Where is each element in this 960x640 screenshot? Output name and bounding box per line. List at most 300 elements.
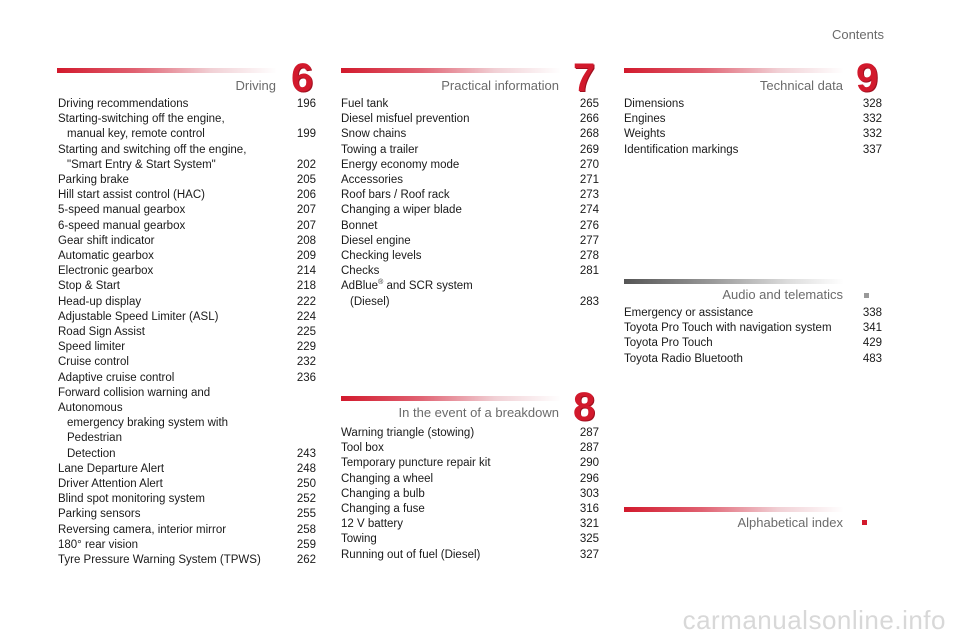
toc-page-number: 255 bbox=[296, 508, 316, 521]
toc-entry-line bbox=[624, 144, 738, 156]
toc-entry-text: Bonnet bbox=[341, 219, 378, 232]
toc-page-number: 270 bbox=[579, 158, 599, 171]
toc-entry-title bbox=[58, 295, 316, 310]
toc-entry[interactable] bbox=[624, 97, 882, 112]
toc-entry[interactable] bbox=[341, 173, 599, 188]
toc-entry-text: Head-up display bbox=[58, 295, 142, 308]
toc-entry-text: Checking levels bbox=[341, 250, 422, 263]
toc-page-number: 483 bbox=[862, 352, 882, 365]
toc-entry-text: Electronic gearbox bbox=[58, 265, 154, 278]
practical-entries bbox=[341, 97, 599, 310]
practical-section-title: Practical information bbox=[441, 78, 559, 93]
driving-entries bbox=[58, 97, 316, 568]
toc-page-number: 259 bbox=[296, 538, 316, 551]
toc-entry[interactable] bbox=[58, 325, 316, 340]
toc-entry[interactable] bbox=[341, 203, 599, 218]
toc-entry-title bbox=[341, 279, 599, 309]
toc-page-number: 429 bbox=[862, 337, 882, 350]
toc-entry[interactable] bbox=[58, 340, 316, 355]
toc-entry-text: Towing bbox=[341, 533, 377, 546]
toc-entry-title bbox=[58, 462, 316, 477]
toc-entry[interactable] bbox=[58, 492, 316, 507]
toc-entry[interactable] bbox=[58, 234, 316, 249]
toc-page-number: 316 bbox=[579, 503, 599, 516]
toc-entry-line bbox=[624, 353, 743, 365]
toc-entry-line bbox=[624, 98, 684, 110]
toc-entry-title bbox=[58, 188, 316, 203]
breakdown-entries bbox=[341, 426, 599, 563]
toc-entry[interactable] bbox=[624, 143, 882, 158]
toc-entry-title bbox=[341, 203, 599, 218]
toc-entry[interactable] bbox=[58, 538, 316, 553]
technical-chapter-number: 9 bbox=[856, 56, 879, 100]
driving-chapter-number: 6 bbox=[291, 56, 314, 100]
toc-entry-text: Adjustable Speed Limiter (ASL) bbox=[58, 310, 219, 323]
toc-entry[interactable] bbox=[341, 517, 599, 532]
toc-entry-title bbox=[341, 517, 599, 532]
toc-entry-text: Identification markings bbox=[624, 143, 739, 156]
registered-mark: ® bbox=[378, 279, 384, 287]
toc-entry-title bbox=[58, 523, 316, 538]
toc-page-number: 273 bbox=[579, 189, 599, 202]
toc-entry-line bbox=[58, 326, 145, 338]
toc-entry-text: Accessories bbox=[341, 174, 403, 187]
toc-entry-line bbox=[58, 280, 120, 292]
toc-page-number: 205 bbox=[296, 174, 316, 187]
toc-entry[interactable] bbox=[341, 456, 599, 471]
toc-entry-line bbox=[624, 128, 665, 140]
toc-entry-line bbox=[341, 204, 462, 216]
toc-entry-text: Gear shift indicator bbox=[58, 234, 155, 247]
toc-page-number: 218 bbox=[296, 280, 316, 293]
toc-entry-title bbox=[58, 264, 316, 279]
toc-page-number: 229 bbox=[296, 341, 316, 354]
toc-entry-title bbox=[58, 340, 316, 355]
toc-entry-continuation: Detection bbox=[67, 447, 116, 460]
toc-entry-text: Dimensions bbox=[624, 98, 685, 110]
toc-page-number: 290 bbox=[579, 457, 599, 470]
toc-entry-line bbox=[58, 98, 188, 110]
toc-entry-line bbox=[341, 442, 384, 454]
toc-entry-text: Engines bbox=[624, 113, 666, 126]
toc-entry-title bbox=[58, 538, 316, 553]
toc-page-number: 243 bbox=[296, 447, 316, 460]
toc-entry-line bbox=[58, 113, 225, 125]
breakdown-chapter-number: 8 bbox=[573, 385, 596, 429]
toc-page-number: 196 bbox=[296, 98, 316, 110]
toc-entry-title bbox=[341, 502, 599, 517]
toc-entry-line bbox=[341, 220, 377, 232]
toc-entry-title bbox=[624, 112, 882, 127]
toc-page-number: 250 bbox=[296, 478, 316, 491]
toc-entry-text: Parking brake bbox=[58, 174, 129, 187]
toc-entry-line bbox=[341, 427, 474, 439]
toc-page-number: 209 bbox=[296, 250, 316, 263]
toc-entry[interactable] bbox=[341, 487, 599, 502]
toc-entry-line bbox=[341, 265, 379, 277]
toc-entry-line bbox=[341, 250, 422, 262]
toc-entry[interactable] bbox=[341, 127, 599, 142]
toc-entry[interactable] bbox=[58, 249, 316, 264]
toc-entry-title bbox=[58, 249, 316, 264]
toc-entry-line bbox=[341, 189, 450, 201]
toc-entry[interactable] bbox=[58, 112, 316, 142]
toc-page-number: 332 bbox=[862, 128, 882, 141]
toc-entry-text-rest: and SCR system bbox=[383, 280, 473, 293]
toc-entry-text: Diesel engine bbox=[341, 234, 411, 247]
technical-entries bbox=[624, 97, 882, 158]
toc-entry-title bbox=[58, 371, 316, 386]
toc-page-number: 341 bbox=[862, 322, 882, 335]
toc-entry[interactable] bbox=[341, 441, 599, 456]
toc-entry[interactable] bbox=[341, 532, 599, 547]
toc-entry-title bbox=[341, 441, 599, 456]
toc-entry-text: Starting-switching off the engine, bbox=[58, 113, 225, 126]
toc-entry-title bbox=[58, 143, 316, 173]
toc-entry-line bbox=[341, 235, 411, 247]
toc-entry-line bbox=[58, 539, 138, 551]
toc-entry-line bbox=[341, 113, 469, 125]
toc-page-number: 202 bbox=[296, 158, 316, 171]
toc-entry-text: Temporary puncture repair kit bbox=[341, 457, 491, 470]
toc-page-number: 276 bbox=[579, 219, 599, 232]
toc-entry-text: Forward collision warning and Autonomous bbox=[58, 386, 211, 415]
toc-entry-line bbox=[58, 250, 154, 262]
toc-entry[interactable] bbox=[624, 352, 882, 367]
toc-entry[interactable] bbox=[58, 97, 316, 112]
toc-entry[interactable] bbox=[624, 127, 882, 142]
toc-page-number: 287 bbox=[579, 427, 599, 439]
toc-entry-title bbox=[341, 127, 599, 142]
toc-entry-text: Fuel tank bbox=[341, 98, 389, 110]
toc-entry-line bbox=[58, 144, 246, 156]
toc-entry-line bbox=[341, 280, 473, 292]
toc-entry[interactable] bbox=[58, 355, 316, 370]
toc-entry-text: Weights bbox=[624, 128, 666, 141]
toc-entry-text: Automatic gearbox bbox=[58, 250, 154, 263]
toc-entry-line bbox=[58, 189, 205, 201]
toc-page-number: 321 bbox=[579, 518, 599, 531]
toc-entry[interactable] bbox=[58, 523, 316, 538]
toc-page-number: 236 bbox=[296, 371, 316, 384]
watermark: carmanualsonline.info bbox=[682, 605, 946, 635]
driving-section-title: Driving bbox=[235, 78, 276, 93]
toc-entry-line bbox=[58, 387, 210, 414]
toc-page-number: 206 bbox=[296, 189, 316, 202]
toc-entry-continuation: manual key, remote control bbox=[67, 128, 205, 141]
toc-entry-text: Parking sensors bbox=[58, 508, 141, 521]
index-section-marker bbox=[862, 520, 867, 525]
toc-entry-title bbox=[341, 532, 599, 547]
toc-entry-line bbox=[58, 296, 141, 308]
toc-entry-line bbox=[58, 235, 155, 247]
toc-entry-title bbox=[58, 507, 316, 522]
toc-entry-title bbox=[58, 97, 316, 112]
toc-entry-line bbox=[624, 113, 666, 125]
toc-entry-line bbox=[341, 128, 406, 140]
toc-entry-text: Adaptive cruise control bbox=[58, 371, 175, 384]
toc-entry-line bbox=[624, 322, 832, 334]
toc-entry[interactable] bbox=[341, 188, 599, 203]
toc-page-number: 207 bbox=[296, 219, 316, 232]
toc-entry-line bbox=[58, 220, 185, 232]
toc-entry-text: Toyota Pro Touch bbox=[624, 337, 713, 350]
audio-section-title: Audio and telematics bbox=[722, 287, 843, 302]
toc-page-number: 258 bbox=[296, 523, 316, 536]
toc-entry-text: 5-speed manual gearbox bbox=[58, 204, 186, 217]
toc-entry-title bbox=[58, 553, 316, 568]
toc-page-number: 207 bbox=[296, 204, 316, 217]
toc-page-number: 265 bbox=[579, 98, 599, 110]
toc-entry-title bbox=[58, 386, 316, 462]
toc-entry-line bbox=[624, 337, 713, 349]
toc-page-number: 278 bbox=[579, 250, 599, 263]
toc-entry-title bbox=[341, 188, 599, 203]
toc-entry-line bbox=[341, 457, 491, 469]
toc-entry-text: Blind spot monitoring system bbox=[58, 493, 206, 506]
toc-page-number: 303 bbox=[579, 487, 599, 500]
toc-entry-line bbox=[341, 144, 418, 156]
toc-entry[interactable] bbox=[58, 462, 316, 477]
toc-page-number: 232 bbox=[296, 356, 316, 369]
toc-entry-title bbox=[58, 477, 316, 492]
toc-entry-text: Running out of fuel (Diesel) bbox=[341, 548, 481, 561]
toc-entry[interactable] bbox=[624, 321, 882, 336]
toc-entry-text: 6-speed manual gearbox bbox=[58, 219, 186, 232]
toc-page-number: 327 bbox=[579, 548, 599, 561]
toc-entry[interactable] bbox=[341, 158, 599, 173]
toc-entry-text: Driver Attention Alert bbox=[58, 478, 163, 491]
toc-entry-text: Changing a wheel bbox=[341, 472, 434, 485]
toc-entry-text: Energy economy mode bbox=[341, 158, 460, 171]
toc-entry-title bbox=[624, 306, 882, 321]
toc-entry-title bbox=[58, 492, 316, 507]
toc-entry[interactable] bbox=[624, 306, 882, 321]
toc-page-number: 266 bbox=[579, 113, 599, 126]
toc-entry-title bbox=[624, 321, 882, 336]
toc-page-number: 277 bbox=[579, 234, 599, 247]
toc-entry[interactable] bbox=[58, 173, 316, 188]
toc-entry[interactable] bbox=[624, 336, 882, 351]
breakdown-header-bar bbox=[341, 396, 561, 401]
toc-entry-text: Changing a fuse bbox=[341, 503, 425, 516]
toc-page-number: 262 bbox=[296, 554, 316, 567]
index-section-title[interactable]: Alphabetical index bbox=[737, 515, 843, 530]
toc-entry-title bbox=[624, 336, 882, 351]
toc-entry-line bbox=[58, 356, 129, 368]
toc-entry[interactable] bbox=[58, 295, 316, 310]
toc-entry-title bbox=[341, 426, 599, 441]
toc-entry-title bbox=[58, 203, 316, 218]
toc-entry[interactable] bbox=[341, 249, 599, 264]
toc-entry-line bbox=[58, 341, 125, 353]
toc-entry-text: Starting and switching off the engine, bbox=[58, 143, 247, 156]
toc-entry-line bbox=[58, 463, 164, 475]
breakdown-section-title: In the event of a breakdown bbox=[398, 405, 559, 420]
toc-entry[interactable] bbox=[58, 264, 316, 279]
toc-page-number: 248 bbox=[296, 462, 316, 475]
toc-entry-title bbox=[341, 249, 599, 264]
toc-entry-line bbox=[58, 524, 226, 536]
toc-page-number: 199 bbox=[296, 128, 316, 141]
toc-entry-text: Tool box bbox=[341, 442, 384, 455]
driving-header-bar bbox=[57, 68, 277, 73]
toc-entry-line bbox=[341, 549, 480, 561]
toc-entry-title bbox=[341, 158, 599, 173]
toc-entry[interactable] bbox=[58, 507, 316, 522]
toc-entry[interactable] bbox=[341, 548, 599, 563]
toc-page-number: 252 bbox=[296, 493, 316, 506]
toc-entry-title bbox=[341, 219, 599, 234]
toc-entry[interactable] bbox=[58, 310, 316, 325]
toc-entry[interactable] bbox=[58, 477, 316, 492]
toc-entry-line bbox=[58, 478, 163, 490]
toc-entry[interactable] bbox=[341, 264, 599, 279]
toc-entry-line bbox=[341, 488, 425, 500]
toc-entry-text: Driving recommendations bbox=[58, 98, 189, 110]
toc-page-number: 328 bbox=[862, 98, 882, 110]
toc-entry-text: Snow chains bbox=[341, 128, 407, 141]
toc-page-number: 325 bbox=[579, 533, 599, 546]
toc-entry-title bbox=[341, 97, 599, 112]
toc-entry[interactable] bbox=[58, 553, 316, 568]
toc-entry-line bbox=[58, 174, 129, 186]
toc-entry-line bbox=[341, 174, 403, 186]
toc-entry-line bbox=[341, 518, 403, 530]
toc-entry-title bbox=[58, 325, 316, 340]
practical-chapter-number: 7 bbox=[573, 56, 596, 100]
page-title: Contents bbox=[831, 27, 884, 42]
toc-page-number: 224 bbox=[296, 310, 316, 323]
toc-entry-text: Changing a bulb bbox=[341, 487, 425, 500]
toc-entry-line bbox=[58, 508, 140, 520]
toc-entry-title bbox=[341, 143, 599, 158]
toc-entry-title bbox=[624, 143, 882, 158]
toc-entry-title bbox=[58, 234, 316, 249]
toc-page-number: 225 bbox=[296, 326, 316, 339]
toc-entry-continuation: "Smart Entry & Start System" bbox=[67, 158, 216, 171]
toc-entry-line bbox=[58, 493, 205, 505]
toc-entry-line bbox=[341, 533, 377, 545]
toc-entry-title bbox=[341, 173, 599, 188]
toc-entry[interactable] bbox=[341, 112, 599, 127]
toc-entry-text: Lane Departure Alert bbox=[58, 462, 165, 475]
toc-entry-title bbox=[624, 127, 882, 142]
toc-entry-title bbox=[58, 219, 316, 234]
toc-entry-line bbox=[341, 159, 459, 171]
technical-header-bar bbox=[624, 68, 844, 73]
toc-entry[interactable] bbox=[341, 234, 599, 249]
toc-page-number: 274 bbox=[579, 204, 599, 217]
toc-entry-line bbox=[341, 98, 388, 110]
toc-entry-text: Toyota Radio Bluetooth bbox=[624, 352, 743, 365]
toc-entry[interactable] bbox=[341, 143, 599, 158]
toc-entry-title bbox=[58, 112, 316, 142]
toc-entry-text: Stop & Start bbox=[58, 280, 121, 293]
practical-header-bar bbox=[341, 68, 561, 73]
toc-entry[interactable] bbox=[58, 143, 316, 173]
toc-entry-title bbox=[341, 112, 599, 127]
toc-page-number: 214 bbox=[296, 265, 316, 278]
toc-entry-title bbox=[341, 548, 599, 563]
toc-entry-text: Towing a trailer bbox=[341, 143, 419, 156]
toc-entry-title bbox=[58, 173, 316, 188]
toc-entry[interactable] bbox=[58, 188, 316, 203]
toc-entry-text: Toyota Pro Touch with navigation system bbox=[624, 322, 832, 335]
toc-page-number: 337 bbox=[862, 143, 882, 156]
toc-entry-text: Diesel misfuel prevention bbox=[341, 113, 470, 126]
toc-entry[interactable] bbox=[341, 279, 599, 309]
toc-entry[interactable] bbox=[58, 371, 316, 386]
toc-entry[interactable] bbox=[341, 426, 599, 441]
toc-entry-text: Road Sign Assist bbox=[58, 326, 145, 339]
toc-entry-title bbox=[58, 355, 316, 370]
toc-entry-text: 12 V battery bbox=[341, 518, 404, 531]
toc-entry-title bbox=[624, 352, 882, 367]
toc-page-number: 268 bbox=[579, 128, 599, 141]
toc-entry-continuation: (Diesel) bbox=[350, 295, 390, 308]
toc-entry-text: Hill start assist control (HAC) bbox=[58, 189, 205, 202]
toc-page-number: 332 bbox=[862, 113, 882, 126]
toc-page-number: 281 bbox=[579, 265, 599, 278]
toc-entry[interactable] bbox=[341, 219, 599, 234]
toc-entry[interactable] bbox=[58, 219, 316, 234]
toc-entry-title bbox=[341, 264, 599, 279]
toc-entry-line bbox=[341, 503, 425, 515]
toc-entry-line bbox=[58, 311, 218, 323]
toc-page-number: 222 bbox=[296, 295, 316, 308]
index-header-bar bbox=[624, 507, 844, 512]
toc-entry-line bbox=[58, 204, 185, 216]
technical-section-title: Technical data bbox=[759, 78, 843, 93]
toc-entry[interactable] bbox=[624, 112, 882, 127]
toc-entry-title bbox=[624, 97, 882, 112]
toc-page-number: 271 bbox=[579, 174, 599, 187]
audio-entries bbox=[624, 306, 882, 367]
toc-entry-line bbox=[58, 265, 153, 277]
toc-entry-text: Warning triangle (stowing) bbox=[341, 427, 475, 439]
toc-entry-text: Checks bbox=[341, 265, 380, 278]
toc-entry-text: Tyre Pressure Warning System (TPWS) bbox=[58, 554, 261, 567]
toc-page-number: 208 bbox=[296, 234, 316, 247]
toc-page-number: 287 bbox=[579, 442, 599, 455]
toc-page-number: 269 bbox=[579, 143, 599, 156]
toc-entry-text: Changing a wiper blade bbox=[341, 204, 462, 217]
toc-entry[interactable] bbox=[58, 279, 316, 294]
toc-entry-text: Cruise control bbox=[58, 356, 129, 369]
audio-section-marker bbox=[864, 293, 869, 298]
toc-entry[interactable] bbox=[341, 97, 599, 112]
toc-entry-text: Emergency or assistance bbox=[624, 307, 754, 319]
toc-entry[interactable] bbox=[58, 203, 316, 218]
toc-entry[interactable] bbox=[341, 502, 599, 517]
toc-entry-title bbox=[341, 456, 599, 471]
toc-page-number: 283 bbox=[579, 295, 599, 308]
toc-entry[interactable] bbox=[341, 472, 599, 487]
toc-entry-line bbox=[58, 372, 174, 384]
toc-entry-text: Roof bars / Roof rack bbox=[341, 189, 450, 202]
toc-entry-title bbox=[58, 310, 316, 325]
toc-page-number: 296 bbox=[579, 472, 599, 485]
audio-header-bar bbox=[624, 279, 844, 284]
toc-entry[interactable] bbox=[58, 386, 316, 462]
toc-page-number: 338 bbox=[862, 307, 882, 319]
toc-entry-title bbox=[58, 279, 316, 294]
toc-entry-line bbox=[58, 554, 261, 566]
toc-entry-continuation: emergency braking system with Pedestrian bbox=[67, 417, 229, 445]
toc-entry-title bbox=[341, 487, 599, 502]
toc-entry-text: AdBlue bbox=[341, 280, 379, 293]
